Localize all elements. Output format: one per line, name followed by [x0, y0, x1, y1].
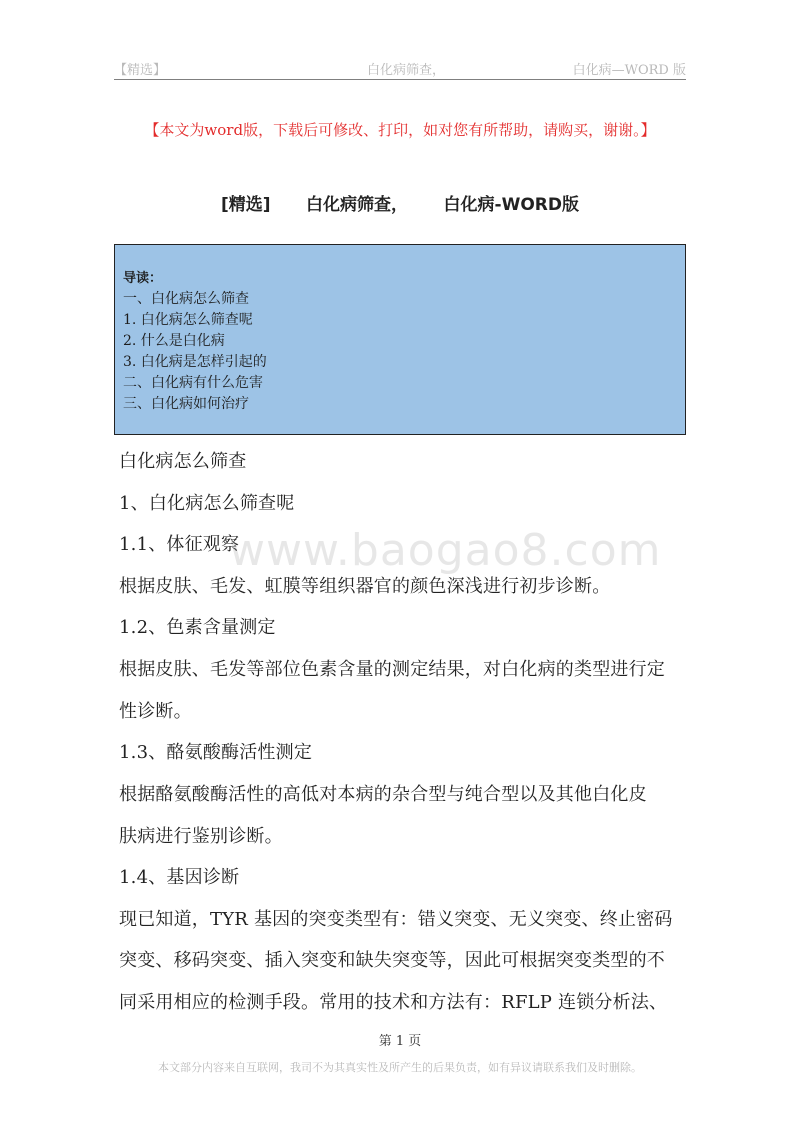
paragraph-line: 根据酪氨酸酶活性的高低对本病的杂合型与纯合型以及其他白化皮 — [119, 784, 647, 805]
guide-box — [114, 244, 686, 435]
footer-disclaimer: 本文部分内容来自互联网，我司不为其真实性及所产生的后果负责，如有异议请联系我们及时删除。 — [158, 1061, 642, 1074]
paragraph-line: 现已知道，TYR 基因的突变类型有：错义突变、无义突变、终止密码 — [119, 909, 673, 930]
guide-item: 1. 白化病怎么筛查呢 — [123, 312, 253, 328]
header-right-text: 白化病—WORD 版 — [572, 63, 686, 78]
subsection-heading: 1.4、基因诊断 — [119, 867, 240, 888]
paragraph-line: 肤病进行鉴别诊断。 — [119, 826, 283, 847]
header-center-text: 白化病筛查， — [367, 63, 446, 78]
guide-heading: 导读： — [123, 271, 163, 286]
subsection-heading: 1.2、色素含量测定 — [119, 617, 276, 638]
watermark: www.baogao8.com — [229, 525, 662, 576]
guide-item: 二、白化病有什么危害 — [123, 375, 263, 391]
guide-item: 一、白化病怎么筛查 — [123, 291, 249, 307]
paragraph-line: 突变、移码突变、插入突变和缺失突变等，因此可根据突变类型的不 — [119, 950, 665, 971]
section-heading: 白化病怎么筛查 — [119, 451, 247, 472]
paragraph-line: 同采用相应的检测手段。常用的技术和方法有：RFLP 连锁分析法、 — [119, 992, 668, 1013]
page-number: 第 1 页 — [378, 1034, 422, 1049]
guide-item: 2. 什么是白化病 — [123, 333, 225, 349]
subsection-heading: 1、白化病怎么筛查呢 — [119, 493, 295, 514]
download-notice: 【本文为word版，下载后可修改、打印，如对您有所帮助，请购买，谢谢。】 — [144, 121, 656, 139]
subsection-heading: 1.1、体征观察 — [119, 534, 240, 555]
page-header — [114, 57, 686, 80]
document-title: [精选] 白化病筛查， 白化病-WORD版 — [220, 195, 580, 215]
guide-content — [123, 269, 267, 415]
paragraph-line: 性诊断。 — [119, 701, 192, 722]
subsection-heading: 1.3、酪氨酸酶活性测定 — [119, 742, 313, 763]
header-left-text: 【精选】 — [114, 63, 167, 78]
guide-item: 三、白化病如何治疗 — [123, 396, 249, 412]
paragraph-line: 根据皮肤、毛发、虹膜等组织器官的颜色深浅进行初步诊断。 — [119, 576, 611, 597]
paragraph-line: 根据皮肤、毛发等部位色素含量的测定结果，对白化病的类型进行定 — [119, 659, 665, 680]
guide-item: 3. 白化病是怎样引起的 — [123, 354, 267, 370]
